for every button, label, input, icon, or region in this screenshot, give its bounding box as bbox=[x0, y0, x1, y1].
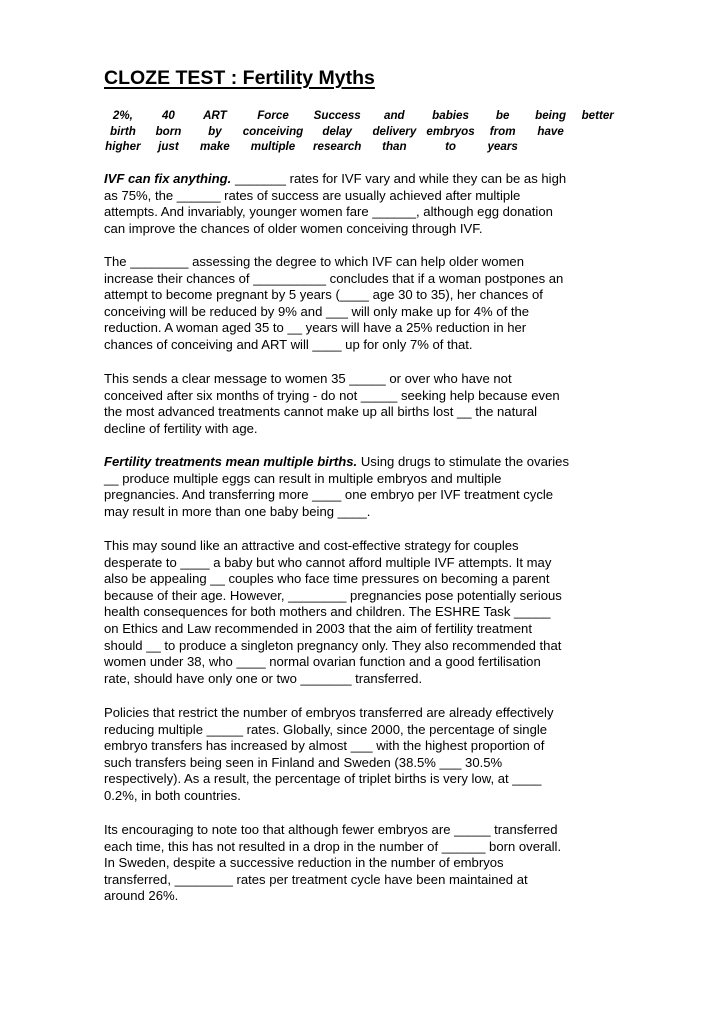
text-line: each time, this has not resulted in a drop in the number of ______ born overall. bbox=[104, 838, 562, 854]
text-line: rate, should have only one or two _______ transferred. bbox=[104, 670, 423, 686]
text-line: respectively). As a result, the percentage of triplet births is very low, at ____ bbox=[104, 771, 542, 787]
text-line: attempt to become pregnant by 5 years (____ age 30 to 35), her chances of bbox=[104, 287, 543, 303]
text-line: attempts. And invariably, younger women fare ______, although egg donation bbox=[104, 204, 553, 220]
word-bank-item: delivery bbox=[372, 124, 417, 138]
text-line: conceived after six months of trying - do not _____ seeking help because even bbox=[104, 387, 560, 403]
word-bank-item: to bbox=[445, 140, 457, 154]
word-bank-item: embryos bbox=[426, 124, 475, 138]
page-title: CLOZE TEST : Fertility Myths bbox=[104, 67, 375, 89]
paragraph-ivf bbox=[104, 171, 616, 237]
word-bank-item: be bbox=[495, 109, 510, 123]
text-line: reduction. A woman aged 35 to __ years will have a 25% reduction in her bbox=[104, 320, 527, 336]
word-bank-row bbox=[102, 139, 622, 155]
text-line: embryo transfers has increased by almost ___ with the highest proportion of bbox=[104, 738, 545, 754]
text-line: the most advanced treatments cannot make up all births lost __ the natural bbox=[104, 404, 538, 420]
text-line: chances of conceiving and ART will ____ up for only 7% of that. bbox=[104, 336, 473, 352]
paragraph-research bbox=[104, 254, 616, 354]
text-line: conceiving will be reduced by 9% and ___ will only make up for 4% of the bbox=[104, 303, 530, 319]
text-line: decline of fertility with age. bbox=[104, 420, 258, 436]
text-line: on Ethics and Law recommended in 2003 that the aim of fertility treatment bbox=[104, 620, 532, 636]
word-bank-item: born bbox=[155, 124, 182, 138]
word-bank-item bbox=[528, 139, 574, 155]
paragraph-policies bbox=[104, 705, 616, 805]
word-bank-row bbox=[102, 108, 622, 124]
section-heading: Fertility treatments mean multiple births. bbox=[104, 454, 358, 469]
paragraph-message bbox=[104, 371, 616, 437]
text-line: may result in more than one baby being ____. bbox=[104, 503, 371, 519]
word-bank-item bbox=[573, 124, 622, 140]
text-line: such transfers being seen in Finland and Sweden (38.5% ___ 30.5% bbox=[104, 754, 503, 770]
text-line: desperate to ____ a baby but who cannot afford multiple IVF attempts. It may bbox=[104, 554, 552, 570]
word-bank-item: multiple bbox=[250, 140, 296, 154]
paragraph-multiple-births bbox=[104, 454, 616, 520]
text-line: 0.2%, in both countries. bbox=[104, 787, 241, 803]
word-bank-item: 2%, bbox=[112, 109, 133, 123]
text-line: reducing multiple _____ rates. Globally, since 2000, the percentage of single bbox=[104, 721, 548, 737]
word-bank-item: babies bbox=[432, 109, 469, 123]
word-bank-item: by bbox=[208, 124, 222, 138]
word-bank-item: 40 bbox=[161, 109, 175, 123]
paragraph-encouraging bbox=[104, 822, 616, 905]
word-bank-item: conceiving bbox=[242, 124, 304, 138]
text-line: increase their chances of __________ concludes that if a woman postpones an bbox=[104, 270, 564, 286]
text-line: can improve the chances of older women conceiving through IVF. bbox=[104, 220, 483, 236]
word-bank-item: being bbox=[535, 109, 567, 123]
text-line: __ produce multiple eggs can result in multiple embryos and multiple bbox=[104, 470, 502, 486]
text-line: pregnancies. And transferring more ____ one embryo per IVF treatment cycle bbox=[104, 487, 554, 503]
text-line: Policies that restrict the number of embryos transferred are already effectively bbox=[104, 705, 554, 720]
word-bank-item: from bbox=[489, 124, 516, 138]
text-line: In Sweden, despite a successive reduction in the number of embryos bbox=[104, 855, 504, 871]
text-line: health consequences for both mothers and children. The ESHRE Task _____ bbox=[104, 604, 551, 620]
word-bank-item: delay bbox=[322, 124, 353, 138]
word-bank-item: birth bbox=[110, 124, 136, 138]
text-line: also be appealing __ couples who face time pressures on becoming a parent bbox=[104, 571, 550, 587]
word-bank-item: have bbox=[537, 124, 564, 138]
text-line: Using drugs to stimulate the ovaries bbox=[357, 454, 569, 469]
word-bank bbox=[102, 108, 622, 155]
text-line: This may sound like an attractive and cost-effective strategy for couples bbox=[104, 538, 519, 553]
text-line: women under 38, who ____ normal ovarian function and a good fertilisation bbox=[104, 654, 541, 670]
text-line: as 75%, the ______ rates of success are usually achieved after multiple bbox=[104, 187, 521, 203]
section-heading: IVF can fix anything. bbox=[104, 171, 232, 186]
word-bank-item: and bbox=[384, 109, 405, 123]
text-line: around 26%. bbox=[104, 888, 179, 904]
word-bank-item: than bbox=[382, 140, 407, 154]
word-bank-item: research bbox=[313, 140, 362, 154]
word-bank-item: better bbox=[581, 109, 614, 123]
word-bank-item: make bbox=[200, 140, 230, 154]
word-bank-item bbox=[573, 139, 622, 155]
word-bank-item: years bbox=[487, 140, 518, 154]
word-bank-row bbox=[102, 124, 622, 140]
word-bank-item: higher bbox=[105, 140, 141, 154]
text-line: Its encouraging to note too that although fewer embryos are _____ transferred bbox=[104, 822, 558, 837]
text-line: transferred, ________ rates per treatment cycle have been maintained at bbox=[104, 871, 528, 887]
text-line: _______ rates for IVF vary and while they can be as high bbox=[231, 171, 567, 186]
text-line: The ________ assessing the degree to which IVF can help older women bbox=[104, 254, 524, 269]
word-bank-item: Force bbox=[257, 109, 289, 123]
text-line: because of their age. However, ________ pregnancies pose potentially serious bbox=[104, 587, 562, 603]
word-bank-item: ART bbox=[203, 109, 227, 123]
word-bank-item: just bbox=[158, 140, 179, 154]
word-bank-item: Success bbox=[313, 109, 361, 123]
text-line: This sends a clear message to women 35 _____ or over who have not bbox=[104, 371, 512, 386]
paragraph-strategy bbox=[104, 538, 616, 687]
text-line: should __ to produce a singleton pregnancy only. They also recommended that bbox=[104, 637, 562, 653]
